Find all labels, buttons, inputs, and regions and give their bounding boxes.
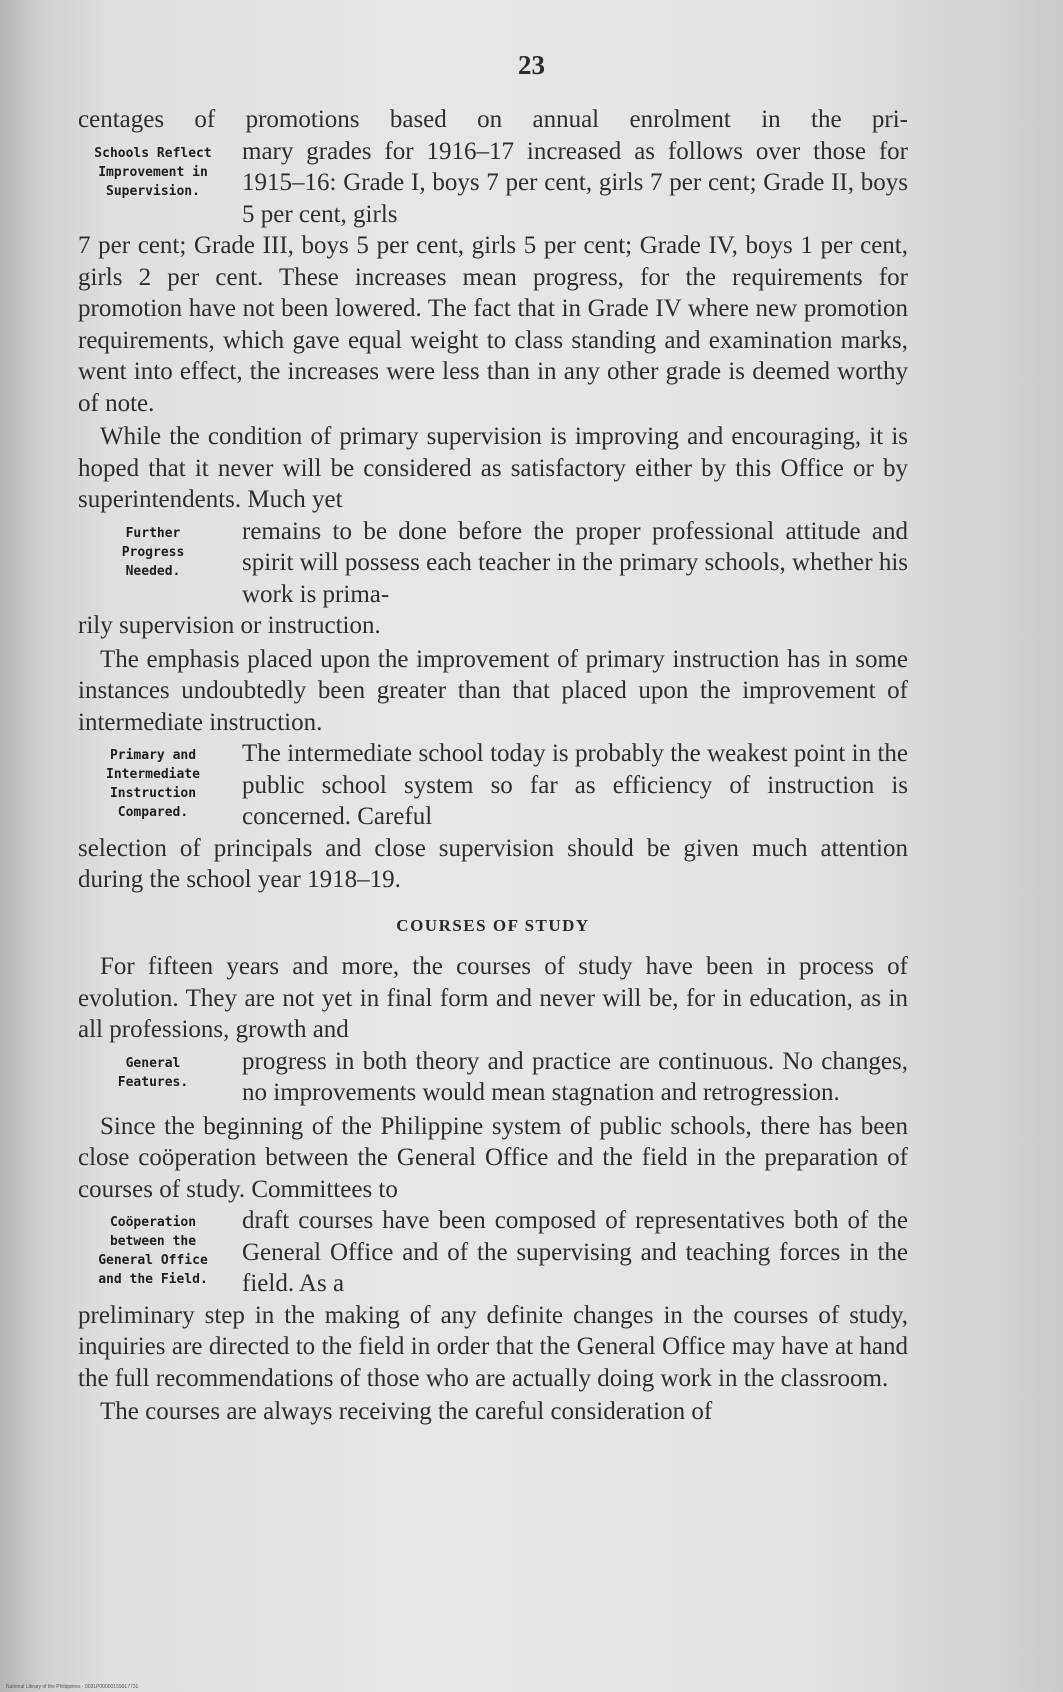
paragraph-3-intro: The emphasis placed upon the improvement of primary instruction has in some instances undoubtedly been greater than that placed upon the improvement of intermediate instruction. bbox=[78, 645, 908, 736]
paragraph-5-rest: preliminary step in the making of any definite changes in the courses of study, inquiries are directed to the field in order that the General Office may have at hand the full recommendations of those who are actually doing work in the classroom. bbox=[78, 1301, 908, 1392]
scan-credit: National Library of the Philippines · 0031P00000159017731 bbox=[6, 1684, 139, 1690]
paragraph-5-intro: Since the beginning of the Philippine system of public schools, there has been close coöperation between the General Office and the field in the preparation of courses of study. Committees to bbox=[78, 1112, 908, 1203]
side-note-further-progress: Further Progress Needed. bbox=[121, 525, 185, 579]
paragraph-2-side-text: remains to be done before the proper professional attitude and spirit will possess each teacher in the primary schools, whether his work is prima- bbox=[242, 517, 908, 608]
section-heading: COURSES OF STUDY bbox=[396, 915, 590, 935]
paragraph-1-rest: 7 per cent; Grade III, boys 5 per cent, girls 5 per cent; Grade IV, boys 1 per cent, girls 2 per cent. These increases mean progress, for the requirements for promotion have not been lowered. The fact that in Grade IV where new promotion requirements, which gave equal weight to class standing and examination marks, went into effect, the increases were less than in any other grade is deemed worthy of note. bbox=[78, 232, 908, 417]
paragraph-4-intro: For fifteen years and more, the courses of study have been in process of evolution. They are not yet in final form and never will be, for in education, as in all professions, growth and bbox=[78, 953, 908, 1043]
paragraph-5-margin-block bbox=[78, 1205, 908, 1300]
paragraph-1-first-line: centages of promotions based on annual enrolment in the pri- bbox=[78, 106, 908, 133]
paragraph-4-side-text: progress in both theory and practice are continuous. No changes, no improvements would mean stagnation and retrogression. bbox=[242, 1047, 908, 1106]
side-note-primary-intermediate: Primary and Intermediate Instruction Compared. bbox=[106, 748, 200, 820]
paragraph-2-intro: While the condition of primary supervision is improving and encouraging, it is hoped that it never will be considered as satisfactory either by this Office or by superintendents. Much yet bbox=[78, 423, 908, 513]
paragraph-3-rest: selection of principals and close supervision should be given much attention during the school year 1918–19. bbox=[78, 834, 908, 893]
side-note-cooperation: Coöperation between the General Office and the Field. bbox=[98, 1215, 208, 1287]
side-note-general-features: General Features. bbox=[117, 1055, 189, 1090]
paragraph-6-intro: The courses are always receiving the careful consideration of bbox=[100, 1398, 713, 1425]
page-number: 23 bbox=[518, 50, 545, 80]
paragraph-3-side-text: The intermediate school today is probably the weakest point in the public school system so far as efficiency of instruction is concerned. Careful bbox=[242, 740, 908, 830]
side-note-schools-reflect: Schools Reflect Improvement in Supervision. bbox=[94, 145, 212, 199]
paragraph-1-margin-block bbox=[78, 136, 908, 231]
paragraph-2-margin-block bbox=[78, 516, 908, 611]
paragraph-3-margin-block bbox=[78, 738, 908, 833]
body-text bbox=[78, 104, 908, 1428]
paragraph-5-side-text: draft courses have been composed of representatives both of the General Office and of the supervising and teaching forces in the field. As a bbox=[242, 1207, 908, 1297]
paragraph-1-side-text: mary grades for 1916–17 increased as follows over those for 1915–16: Grade I, boys 7 per cent, girls 7 per cent; Grade II, boys 5 per cent, girls bbox=[242, 137, 908, 228]
paragraph-4-margin-block bbox=[78, 1046, 908, 1109]
paragraph-2-rest: rily supervision or instruction. bbox=[78, 612, 381, 639]
